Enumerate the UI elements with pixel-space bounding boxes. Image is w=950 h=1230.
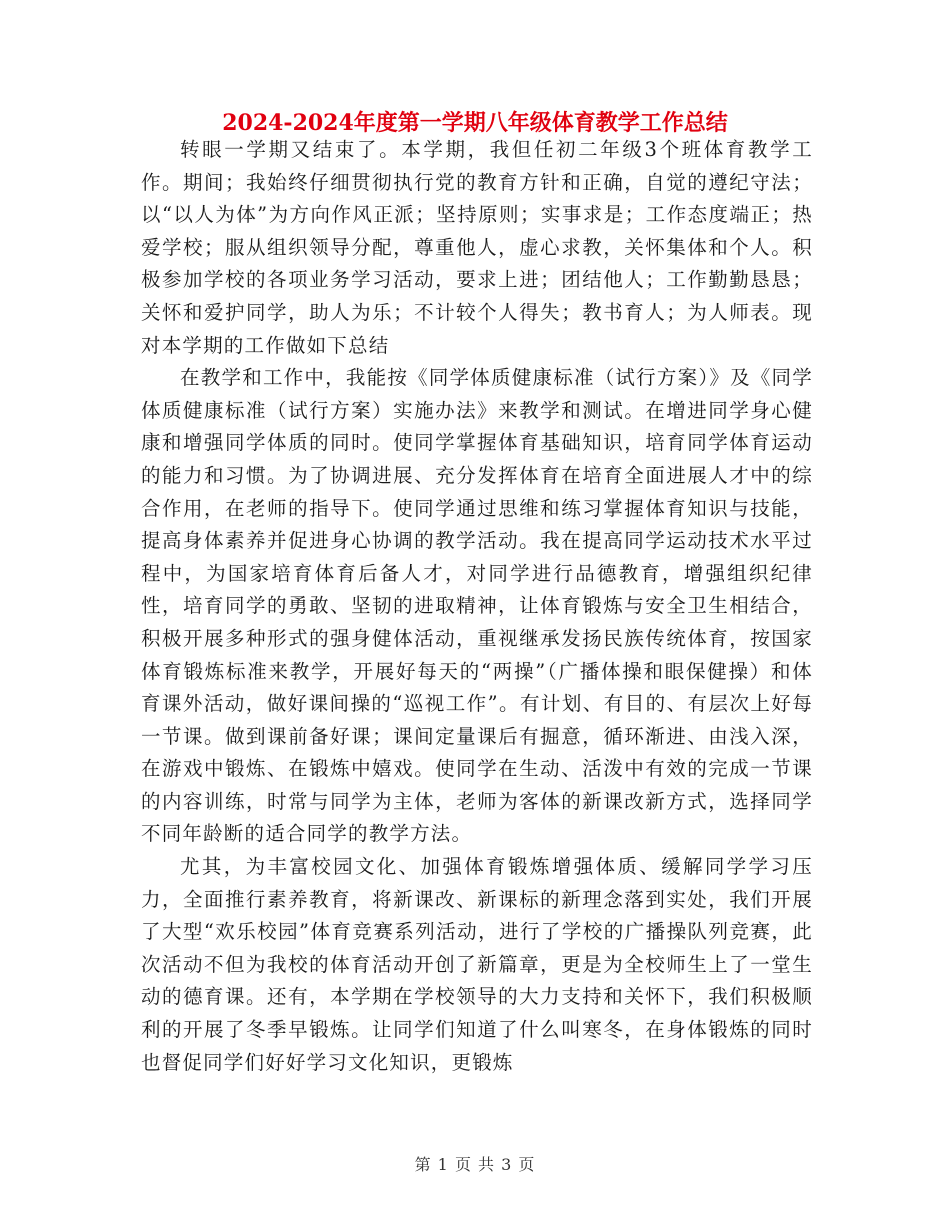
document-title: 2024-2024年度第一学期八年级体育教学工作总结 (222, 110, 728, 136)
document-body (141, 134, 813, 1079)
page-number-label: 第 1 页 共 3 页 (414, 1155, 536, 1174)
paragraph-2: 在教学和工作中，我能按《同学体质健康标准（试行方案）》及《同学体质健康标准（试行方案）实施办法》来教学和测试。在增进同学身心健康和增强同学体质的同时。使同学掌握体育基础知识，培育同学体育运动的能力和习惯。为了协调进展、充分发挥体育在培育全面进展人才中的综合作用，在老师的指导下。使同学通过思维和练习掌握体育知识与技能，提高身体素养并促进身心协调的教学活动。我在提高同学运动技术水平过程中，为国家培育体育后备人才，对同学进行品德教育，增强组织纪律性，培育同学的勇敢、坚韧的进取精神，让体育锻炼与安全卫生相结合，积极开展多种形式的强身健体活动，重视继承发扬民族传统体育，按国家体育锻炼标准来教学，开展好每天的“两操”（广播体操和眼保健操）和体育课外活动，做好课间操的“巡视工作”。有计划、有目的、有层次上好每一节课。做到课前备好课；课间定量课后有掘意，循环渐进、由浅入深，在游戏中锻炼、在锻炼中嬉戏。使同学在生动、活泼中有效的完成一节课的内容训练，时常与同学为主体，老师为客体的新课改新方式，选择同学不同年龄断的适合同学的教学方法。 (141, 366, 813, 846)
paragraph-1: 转眼一学期又结束了。本学期，我但任初二年级3个班体育教学工作。期间；我始终仔细贯彻执行党的教育方针和正确，自觉的遵纪守法；以“以人为体”为方向作风正派；坚持原则；实事求是；工作态度端正；热爱学校；服从组织领导分配，尊重他人，虚心求教，关怀集体和个人。积极参加学校的各项业务学习活动，要求上进；团结他人；工作勤勤恳恳；关怀和爱护同学，助人为乐；不计较个人得失；教书育人；为人师表。现对本学期的工作做如下总结 (141, 138, 813, 357)
page-footer (0, 1152, 950, 1175)
paragraph-3: 尤其，为丰富校园文化、加强体育锻炼增强体质、缓解同学学习压力，全面推行素养教育，将新课改、新课标的新理念落到实处，我们开展了大型“欢乐校园”体育竞赛系列活动，进行了学校的广播操队列竞赛，此次活动不但为我校的体育活动开创了新篇章，更是为全校师生上了一堂生动的德育课。还有，本学期在学校领导的大力支持和关怀下，我们积极顺利的开展了冬季早锻炼。让同学们知道了什么叫寒冬，在身体锻炼的同时也督促同学们好好学习文化知识，更锻炼 (141, 855, 813, 1074)
